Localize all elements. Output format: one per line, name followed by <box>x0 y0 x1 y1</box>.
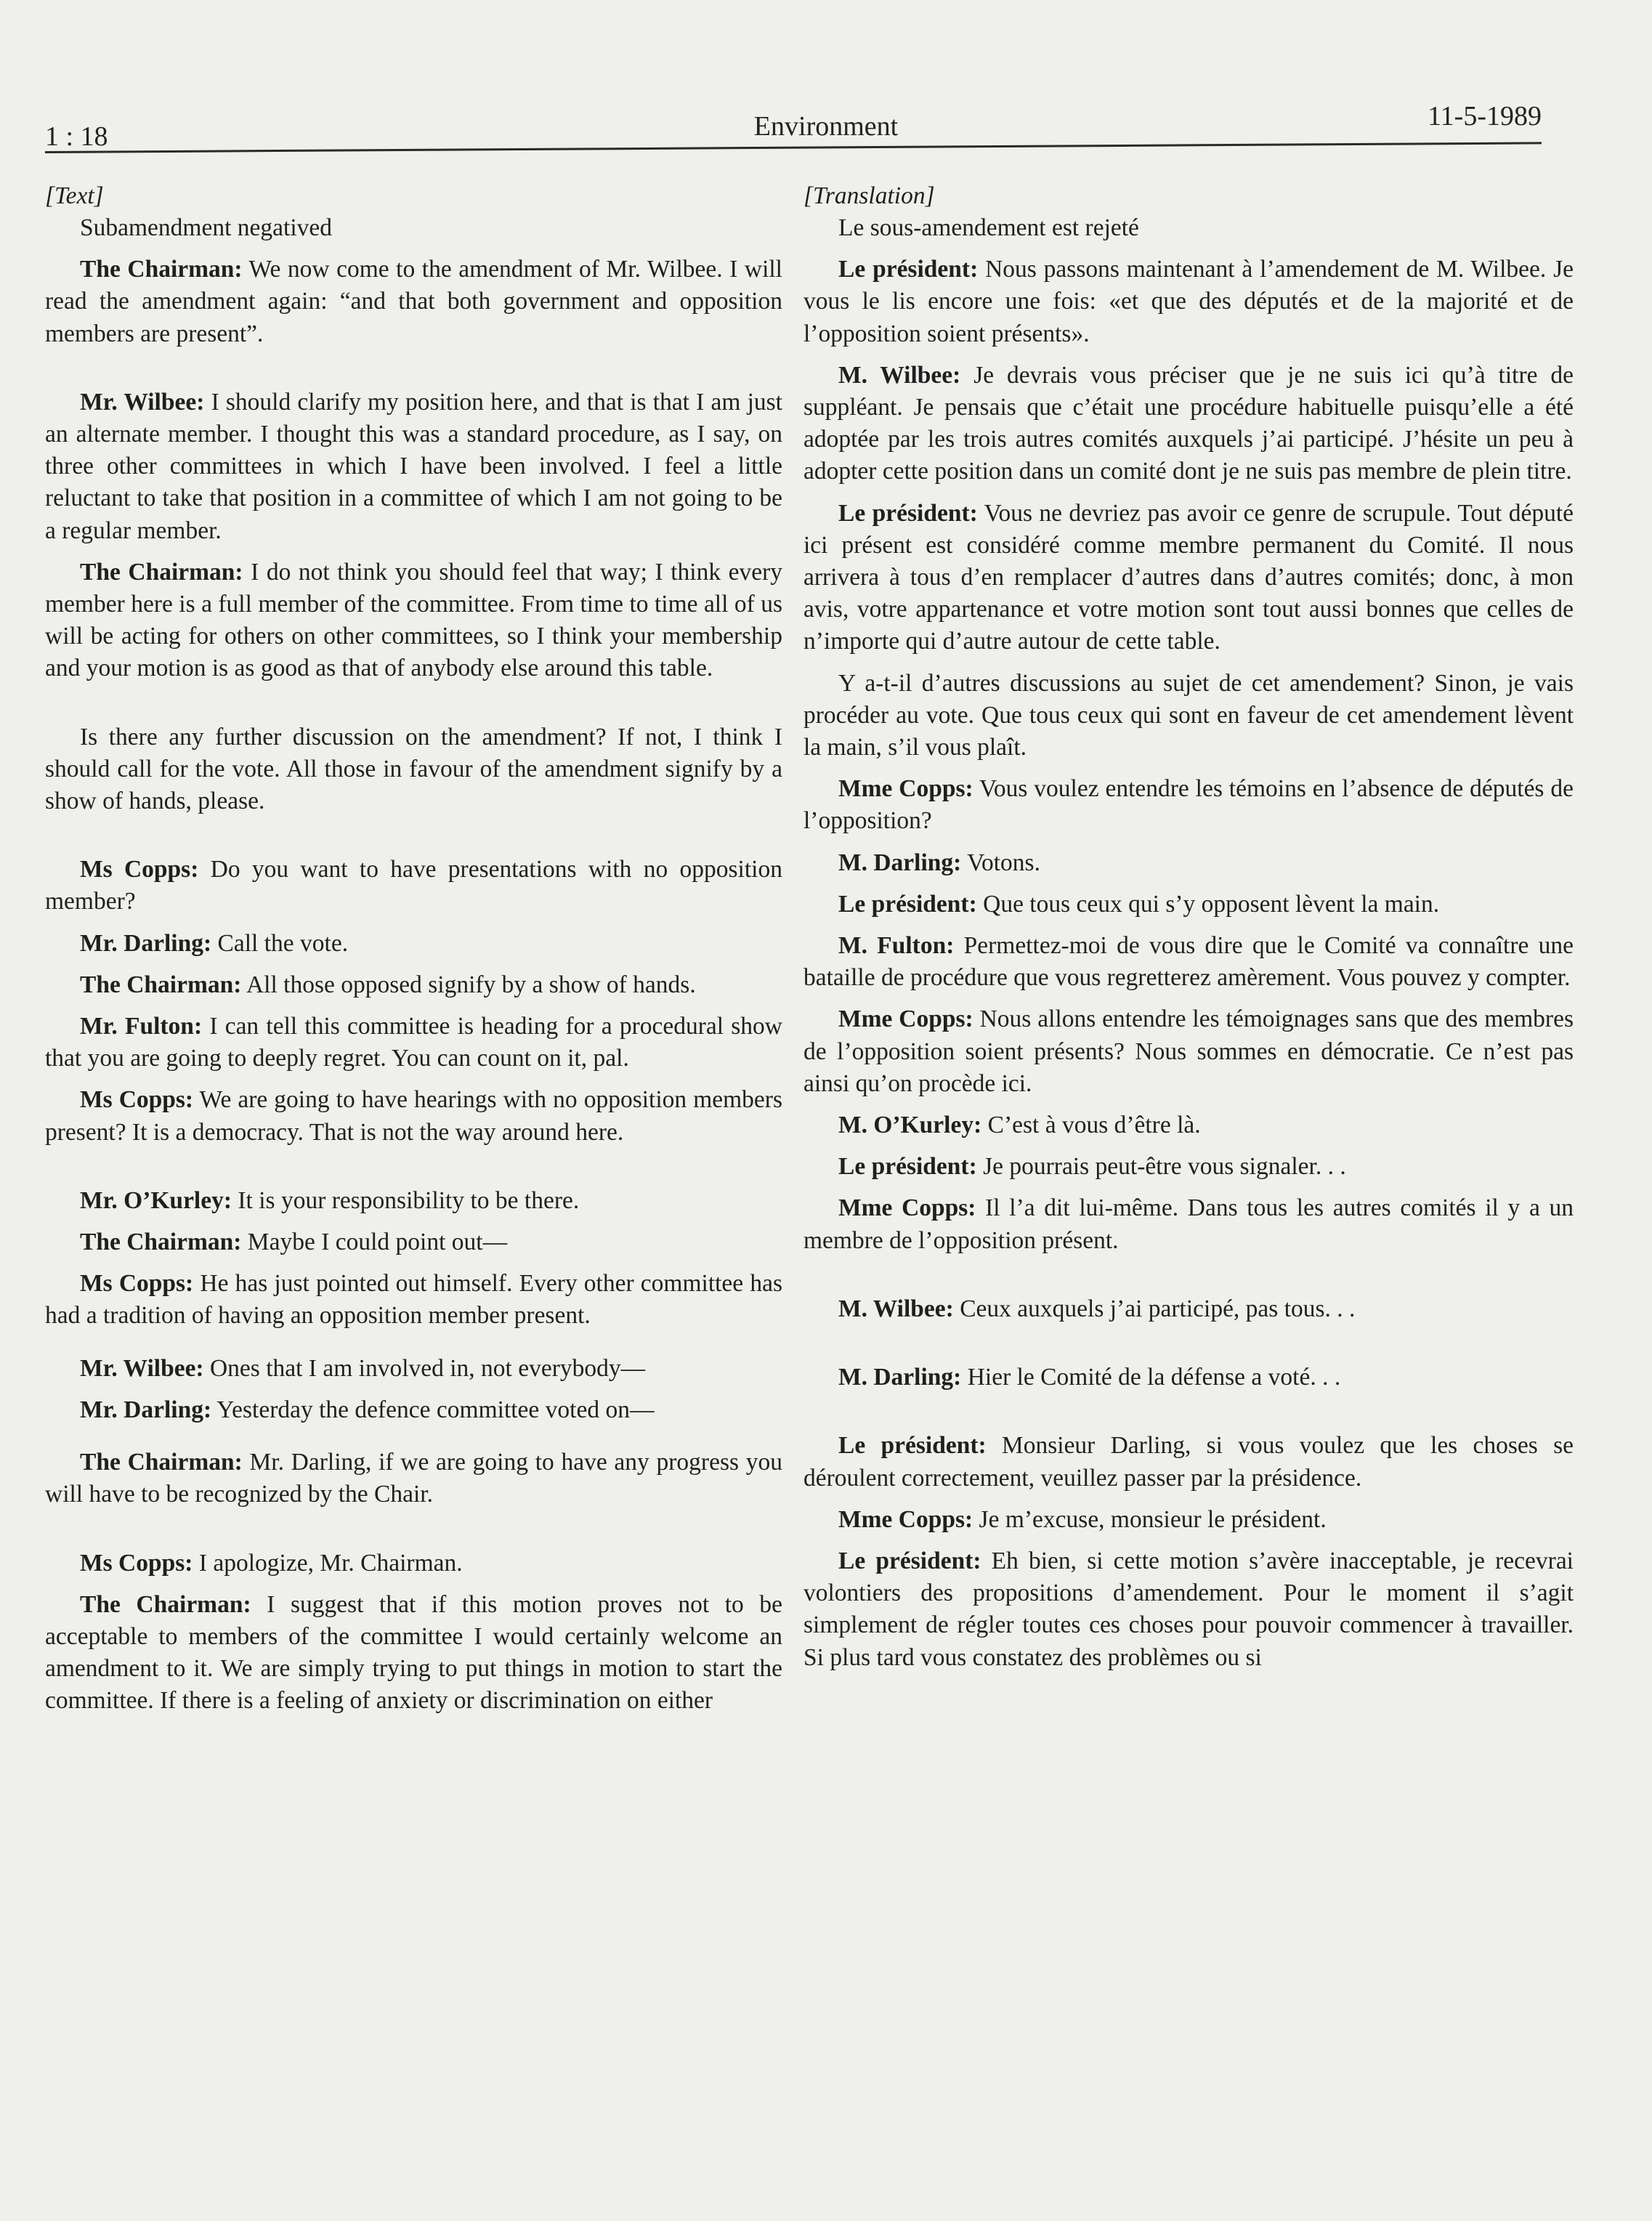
speaker-name: Mr. Wilbee: <box>80 1354 204 1382</box>
paragraph: Ms Copps: I apologize, Mr. Chairman. <box>80 1549 463 1577</box>
paragraph: Ms Copps: Do you want to have presentations with no opposition member? <box>45 856 782 915</box>
speaker-name: M. Wilbee: <box>838 1295 954 1322</box>
translation-label: [Translation] <box>803 182 935 209</box>
paragraph: Mr. Wilbee: Ones that I am involved in, not everybody— <box>80 1354 646 1382</box>
paragraph: Is there any further discussion on the amendment? If not, I think I should call for the vote. All those in favour of the amendment signify by a show of hands, please. <box>45 723 782 815</box>
paragraph: Ms Copps: He has just pointed out himself. Every other committee has had a tradition of having an opposition member present. <box>45 1270 782 1330</box>
paragraph: The Chairman: I do not think you should feel that way; I think every member here is a full member of the committee. From time to time all of us will be acting for others on other committees, so I think your membership and your motion is as good as that of anybody else around this table. <box>45 558 783 682</box>
paragraph: M. Darling: Hier le Comité de la défense a voté. . . <box>838 1364 1341 1391</box>
speaker-name: Ms Copps: <box>80 856 199 883</box>
paragraph: Ms Copps: We are going to have hearings with no opposition members present? It is a democracy. That is not the way around here. <box>45 1086 782 1146</box>
paragraph: Mr. Darling: Call the vote. <box>80 929 349 957</box>
speaker-name: Le président: <box>838 890 977 918</box>
speaker-name: M. Fulton: <box>838 932 955 960</box>
speaker-name: The Chairman: <box>80 1229 242 1256</box>
speaker-name: The Chairman: <box>80 971 242 998</box>
speaker-name: Ms Copps: <box>80 1549 193 1577</box>
paragraph: Subamendment negatived <box>80 214 333 241</box>
speaker-name: M. O’Kurley: <box>838 1112 982 1139</box>
paragraph: Le président: Monsieur Darling, si vous voulez que les choses se déroulent correctement, veuillez passer par la présidence. <box>803 1432 1574 1492</box>
english-column <box>45 180 782 1718</box>
french-column <box>803 180 1574 1674</box>
speaker-name: The Chairman: <box>80 1449 243 1476</box>
speaker-name: Mme Copps: <box>838 775 973 803</box>
paragraph: Mme Copps: Nous allons entendre les témoignages sans que des membres de l’opposition soient présents? Nous sommes en démocratie. Ce n’est pas ainsi qu’on procède ici. <box>803 1006 1574 1097</box>
paragraph: Le président: Nous passons maintenant à l’amendement de M. Wilbee. Je vous le lis encore une fois: «et que des députés et de la majorité et de l’opposition soient présents». <box>803 256 1574 347</box>
speaker-name: M. Darling: <box>838 849 962 876</box>
paragraph: M. Fulton: Permettez-moi de vous dire que le Comité va connaître une bataille de procédure que vous regretterez amèrement. Vous pouvez y compter. <box>803 932 1574 992</box>
speaker-name: M. Wilbee: <box>838 361 961 389</box>
speaker-name: Mr. Darling: <box>80 1396 212 1423</box>
speaker-name: Ms Copps: <box>80 1086 194 1114</box>
page-date: 11-5-1989 <box>1428 101 1542 132</box>
paragraph: Mr. Wilbee: I should clarify my position here, and that is that I am just an alternate member. I thought this was a standard procedure, as I say, on three other committees in which I have been involved. I feel a little reluctant to take that position in a committee of which I am not going to be a regular member. <box>45 388 782 544</box>
paragraph: Le président: Je pourrais peut-être vous signaler. . . <box>838 1153 1346 1181</box>
speaker-name: Mme Copps: <box>838 1006 973 1033</box>
speaker-name: Mr. O’Kurley: <box>80 1186 232 1214</box>
paragraph: Le sous-amendement est rejeté <box>838 214 1139 241</box>
paragraph: Mr. Darling: Yesterday the defence committee voted on— <box>80 1396 655 1423</box>
text-label: [Text] <box>45 182 104 209</box>
paragraph: Le président: Vous ne devriez pas avoir ce genre de scrupule. Tout député ici présent est considéré comme membre permanent du Comité. Il nous arrivera à tous d’en remplacer d’autres dans d’autres comités; donc, à mon avis, votre appartenance et votre motion sont tout aussi bonnes que celles de n’importe qui d’autre autour de cette table. <box>803 499 1574 655</box>
speaker-name: The Chairman: <box>80 558 243 586</box>
speaker-name: Le président: <box>838 1153 977 1181</box>
page-number: 1 : 18 <box>45 121 108 152</box>
paragraph: Mme Copps: Je m’excuse, monsieur le président. <box>838 1505 1327 1533</box>
speaker-name: M. Darling: <box>838 1364 962 1391</box>
paragraph: The Chairman: We now come to the amendment of Mr. Wilbee. I will read the amendment again: “and that both government and opposition members are present”. <box>45 256 782 347</box>
paragraph: M. Wilbee: Ceux auxquels j’ai participé, pas tous. . . <box>838 1295 1356 1322</box>
speaker-name: The Chairman: <box>80 256 243 283</box>
speaker-name: Mr. Wilbee: <box>80 388 205 416</box>
speaker-name: The Chairman: <box>80 1590 251 1618</box>
paragraph: The Chairman: I suggest that if this motion proves not to be acceptable to members of the committee I would certainly welcome an amendment to it. We are simply trying to put things in motion to start the committee. If there is a feeling of anxiety or discrimination on either <box>45 1590 782 1715</box>
paragraph: M. O’Kurley: C’est à vous d’être là. <box>838 1112 1201 1139</box>
paragraph: Mme Copps: Il l’a dit lui-même. Dans tous les autres comités il y a un membre de l’opposition présent. <box>803 1194 1574 1254</box>
speaker-name: Le président: <box>838 1547 981 1574</box>
paragraph: M. Wilbee: Je devrais vous préciser que je ne suis ici qu’à titre de suppléant. Je pensais que c’était une procédure habituelle puisqu’elle a été adoptée par les trois autres comités auxquels j’ai participé. J’hésite un peu à adopter cette position dans un comité dont je ne suis pas membre de plein titre. <box>803 361 1574 485</box>
paragraph: The Chairman: Maybe I could point out— <box>80 1229 508 1256</box>
speaker-name: Mr. Fulton: <box>80 1013 203 1040</box>
speaker-name: Le président: <box>838 256 979 283</box>
paragraph: The Chairman: Mr. Darling, if we are going to have any progress you will have to be recognized by the Chair. <box>45 1449 782 1508</box>
paragraph: Le président: Que tous ceux qui s’y opposent lèvent la main. <box>838 890 1440 918</box>
paragraph: Mr. O’Kurley: It is your responsibility to be there. <box>80 1186 580 1214</box>
paragraph: Y a-t-il d’autres discussions au sujet de cet amendement? Sinon, je vais procéder au vote. Que tous ceux qui sont en faveur de cet amendement lèvent la main, s’il vous plaît. <box>803 669 1574 761</box>
paragraph: Mr. Fulton: I can tell this committee is heading for a procedural show that you are going to deeply regret. You can count on it, pal. <box>45 1013 782 1072</box>
paragraph: Le président: Eh bien, si cette motion s’avère inacceptable, je recevrai volontiers des propositions d’amendement. Pour le moment il s’agit simplement de régler toutes ces choses pour pouvoir commencer à travailler. Si plus tard vous constatez des problèmes ou si <box>803 1547 1574 1671</box>
speaker-name: Mme Copps: <box>838 1194 976 1222</box>
speaker-name: Le président: <box>838 1432 987 1460</box>
paragraph: M. Darling: Votons. <box>838 849 1040 876</box>
paragraph: Mme Copps: Vous voulez entendre les témoins en l’absence de députés de l’opposition? <box>803 775 1574 835</box>
speaker-name: Mme Copps: <box>838 1505 973 1533</box>
header-rule <box>45 142 1542 153</box>
speaker-name: Le président: <box>838 499 978 527</box>
page-title: Environment <box>753 111 899 142</box>
speaker-name: Mr. Darling: <box>80 929 212 957</box>
paragraph: The Chairman: All those opposed signify by a show of hands. <box>80 971 696 998</box>
speaker-name: Ms Copps: <box>80 1270 194 1298</box>
